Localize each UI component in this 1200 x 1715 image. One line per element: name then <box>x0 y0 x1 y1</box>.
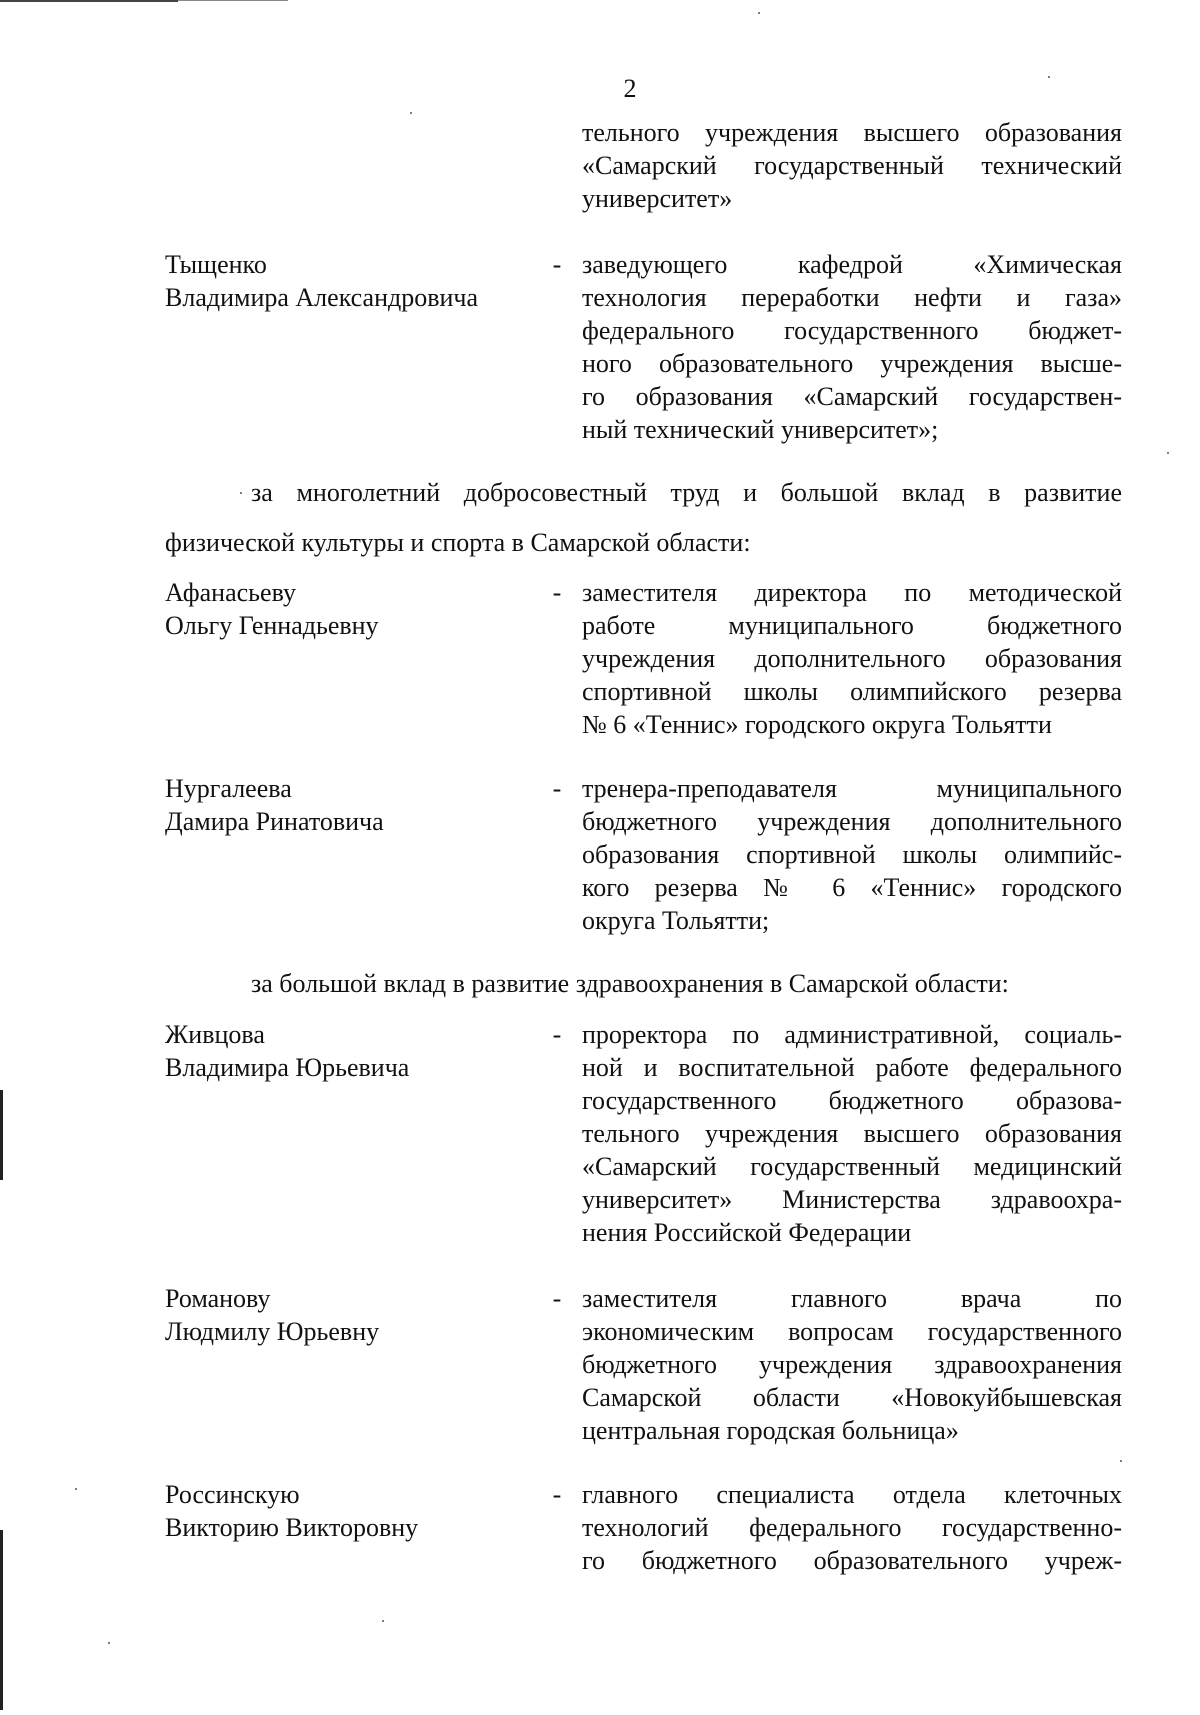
text-line: кого резерва № 6 «Теннис» городского <box>582 873 1122 902</box>
scan-speck <box>75 1488 77 1490</box>
text-line: тренера-преподавателя муниципального <box>582 774 1122 803</box>
text-line: округа Тольятти; <box>582 906 770 935</box>
awardee-name <box>165 772 545 838</box>
scan-artifact-line <box>178 0 288 1</box>
text-line: спортивной школы олимпийского резерва <box>582 677 1122 706</box>
text-line: нения Российской Федерации <box>582 1218 912 1247</box>
text-line: федерального государственного бюджет- <box>582 316 1122 345</box>
text-line: заместителя главного врача по <box>582 1284 1122 1313</box>
awardee-surname: Живцова <box>165 1020 265 1049</box>
text-line: экономическим вопросам государственного <box>582 1317 1122 1346</box>
text-line: ного образовательного учреждения высше- <box>582 349 1122 378</box>
text-line: главного специалиста отдела клеточных <box>582 1480 1122 1509</box>
awardee-surname: Нургалеева <box>165 774 292 803</box>
page-number: 2 <box>623 74 637 103</box>
text-line: Самарской области «Новокуйбышевская <box>582 1383 1122 1412</box>
awardee-name <box>165 1282 545 1348</box>
awardee-position <box>582 1478 1122 1577</box>
awardee-name <box>165 576 545 642</box>
scan-speck <box>410 112 412 114</box>
text-line: проректора по административной, социаль- <box>582 1020 1122 1049</box>
dash-separator: - <box>552 1020 562 1049</box>
awardee-given-name: Людмилу Юрьевну <box>165 1317 380 1346</box>
awardee-position <box>582 772 1122 937</box>
awardee-name <box>165 1018 545 1084</box>
scan-speck <box>240 492 242 494</box>
scan-speck <box>1120 1460 1122 1462</box>
text-line: образования спортивной школы олимпийс- <box>582 840 1122 869</box>
dash-separator: - <box>552 578 562 607</box>
text-line: технологий федерального государственно- <box>582 1513 1122 1542</box>
awardee-name <box>165 1478 545 1544</box>
dash-separator: - <box>552 1480 562 1509</box>
text-line: бюджетного учреждения здравоохранения <box>582 1350 1122 1379</box>
text-line: «Самарский государственный технический <box>582 151 1122 180</box>
text-line: бюджетного учреждения дополнительного <box>582 807 1122 836</box>
scan-speck <box>1167 452 1169 454</box>
awardee-given-name: Викторию Викторовну <box>165 1513 419 1542</box>
awardee-given-name: Владимира Александровича <box>165 283 479 312</box>
text-line: технология переработки нефти и газа» <box>582 283 1122 312</box>
text-line: университет» <box>582 184 733 213</box>
text-line: «Самарский государственный медицинский <box>582 1152 1122 1181</box>
awardee-given-name: Дамира Ринатовича <box>165 807 384 836</box>
scan-speck <box>1048 76 1050 78</box>
section-heading-sport-cont: физической культуры и спорта в Самарской области: <box>165 528 751 557</box>
section-heading-health: за большой вклад в развитие здравоохранения в Самарской области: <box>251 969 1009 998</box>
awardee-position <box>582 248 1122 446</box>
text-line: № 6 «Теннис» городского округа Тольятти <box>582 710 1052 739</box>
awardee-given-name: Ольгу Геннадьевну <box>165 611 379 640</box>
scan-artifact-edge <box>0 1090 3 1180</box>
text-line: государственного бюджетного образова- <box>582 1086 1122 1115</box>
scan-speck <box>758 12 760 14</box>
text-line: центральная городская больница» <box>582 1416 959 1445</box>
section-heading-sport: за многолетний добросовестный труд и большой вклад в развитие <box>251 478 1122 507</box>
text-line: тельного учреждения высшего образования <box>582 118 1122 147</box>
text-line: университет» Министерства здравоохра- <box>582 1185 1122 1214</box>
scan-artifact-line <box>0 0 178 2</box>
text-line: го бюджетного образовательного учреж- <box>582 1546 1122 1575</box>
text-line: учреждения дополнительного образования <box>582 644 1122 673</box>
entry-continuation <box>582 116 1122 215</box>
scan-speck <box>382 1620 384 1622</box>
text-line: ной и воспитательной работе федерального <box>582 1053 1122 1082</box>
text-line: ный технический университет»; <box>582 415 939 444</box>
awardee-surname: Тыщенко <box>165 250 267 279</box>
scan-speck <box>108 1642 110 1644</box>
awardee-position <box>582 576 1122 741</box>
awardee-surname: Романову <box>165 1284 271 1313</box>
dash-separator: - <box>552 250 562 279</box>
awardee-name <box>165 248 545 314</box>
text-line: заведующего кафедрой «Химическая <box>582 250 1122 279</box>
dash-separator: - <box>552 774 562 803</box>
awardee-position <box>582 1018 1122 1249</box>
awardee-surname: Россинскую <box>165 1480 300 1509</box>
awardee-position <box>582 1282 1122 1447</box>
dash-separator: - <box>552 1284 562 1313</box>
text-line: тельного учреждения высшего образования <box>582 1119 1122 1148</box>
awardee-surname: Афанасьеву <box>165 578 296 607</box>
text-line: го образования «Самарский государствен- <box>582 382 1122 411</box>
text-line: заместителя директора по методической <box>582 578 1122 607</box>
text-line: работе муниципального бюджетного <box>582 611 1122 640</box>
scan-artifact-edge <box>0 1530 3 1710</box>
awardee-given-name: Владимира Юрьевича <box>165 1053 410 1082</box>
